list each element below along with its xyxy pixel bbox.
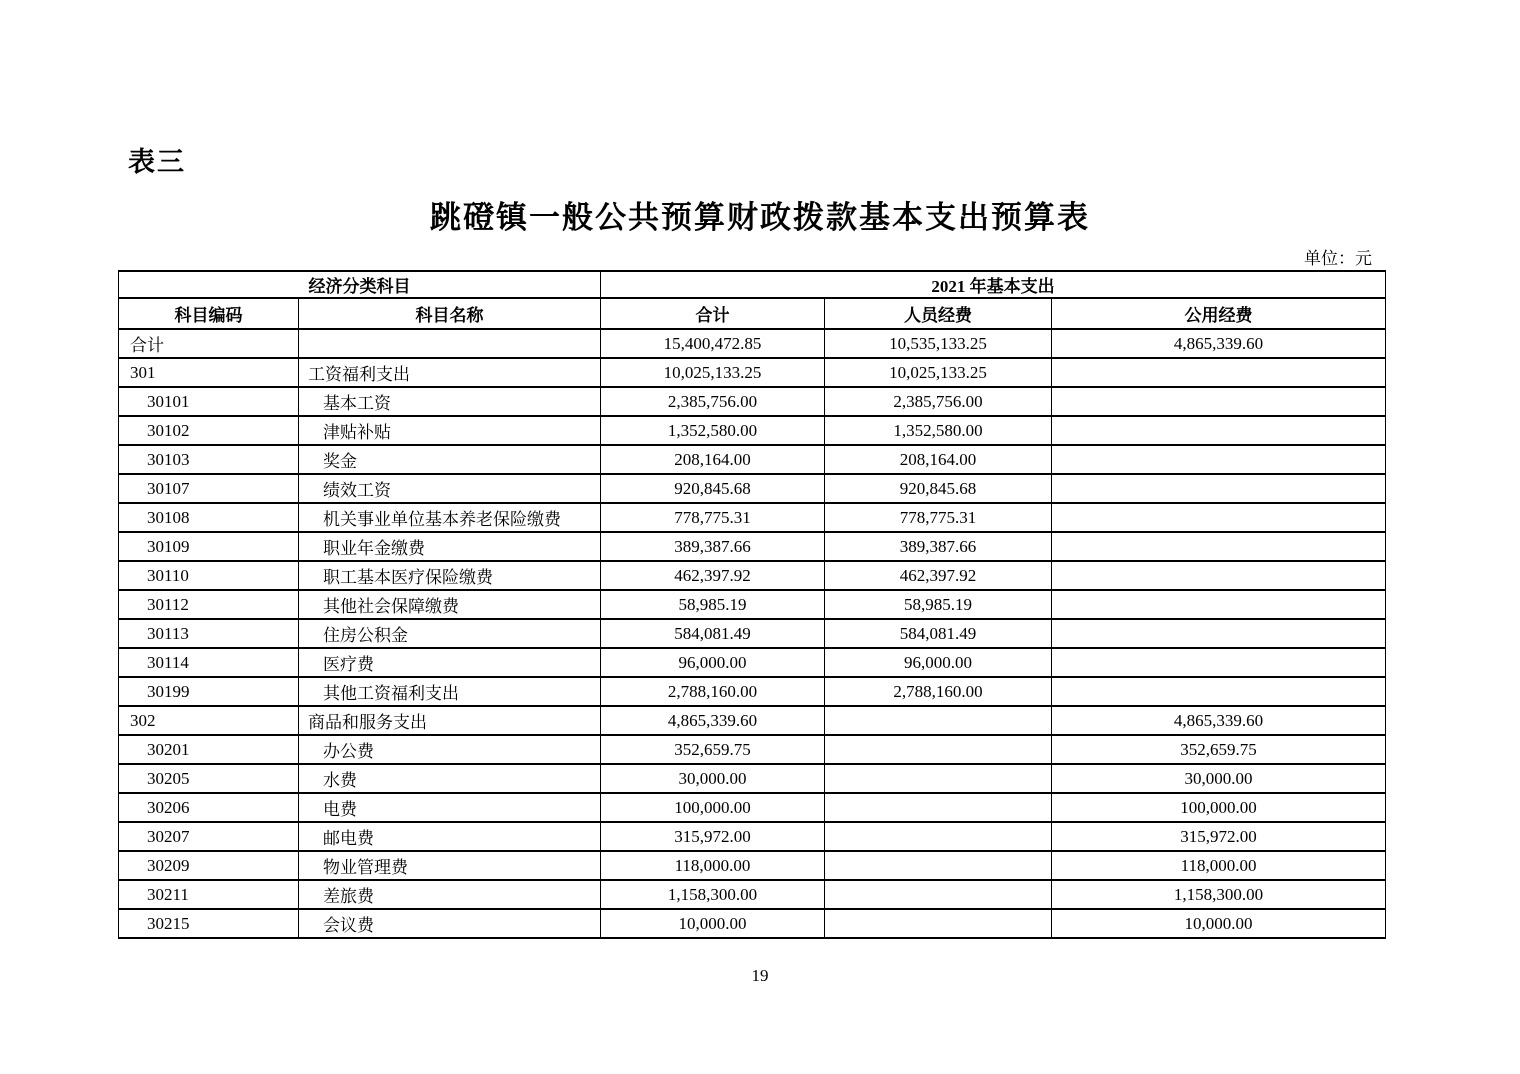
cell-subject-code: 30113: [119, 619, 299, 648]
cell-subject-code: 302: [119, 706, 299, 735]
col-header-public-funds: 公用经费: [1052, 298, 1386, 329]
table-row: [119, 329, 1386, 358]
cell-personnel-funds: 2,788,160.00: [825, 677, 1052, 706]
cell-personnel-funds: [825, 793, 1052, 822]
table-row: [119, 416, 1386, 445]
cell-personnel-funds: 389,387.66: [825, 532, 1052, 561]
cell-subject-code: 30209: [119, 851, 299, 880]
cell-subject-name: 其他工资福利支出: [299, 677, 601, 706]
table-header: [119, 271, 1386, 329]
col-header-total: 合计: [601, 298, 825, 329]
cell-public-funds: [1052, 358, 1386, 387]
cell-public-funds: [1052, 677, 1386, 706]
cell-total: 15,400,472.85: [601, 329, 825, 358]
cell-subject-name: 商品和服务支出: [299, 706, 601, 735]
cell-personnel-funds: [825, 735, 1052, 764]
header-group-row: [119, 271, 1386, 298]
cell-personnel-funds: 462,397.92: [825, 561, 1052, 590]
cell-total: 30,000.00: [601, 764, 825, 793]
table-row: [119, 880, 1386, 909]
cell-personnel-funds: [825, 909, 1052, 938]
table-row: [119, 677, 1386, 706]
cell-public-funds: 30,000.00: [1052, 764, 1386, 793]
cell-subject-name: 基本工资: [299, 387, 601, 416]
page-number: 19: [751, 966, 769, 985]
cell-subject-name: 其他社会保障缴费: [299, 590, 601, 619]
cell-public-funds: 352,659.75: [1052, 735, 1386, 764]
cell-subject-name: 医疗费: [299, 648, 601, 677]
cell-public-funds: [1052, 561, 1386, 590]
cell-personnel-funds: [825, 706, 1052, 735]
cell-subject-code: 30201: [119, 735, 299, 764]
table-row: [119, 706, 1386, 735]
cell-public-funds: [1052, 387, 1386, 416]
cell-personnel-funds: [825, 880, 1052, 909]
cell-subject-name: 会议费: [299, 909, 601, 938]
cell-subject-code: 30205: [119, 764, 299, 793]
cell-subject-name: 住房公积金: [299, 619, 601, 648]
cell-subject-code: 30103: [119, 445, 299, 474]
cell-personnel-funds: [825, 851, 1052, 880]
cell-subject-code: 30215: [119, 909, 299, 938]
cell-total: 2,788,160.00: [601, 677, 825, 706]
cell-subject-code: 30199: [119, 677, 299, 706]
cell-public-funds: 10,000.00: [1052, 909, 1386, 938]
cell-total: 778,775.31: [601, 503, 825, 532]
cell-subject-code: 30114: [119, 648, 299, 677]
col-header-personnel-funds: 人员经费: [825, 298, 1052, 329]
cell-subject-code: 30107: [119, 474, 299, 503]
cell-subject-name: 绩效工资: [299, 474, 601, 503]
cell-public-funds: [1052, 474, 1386, 503]
table-row: [119, 648, 1386, 677]
cell-total: 58,985.19: [601, 590, 825, 619]
cell-total: 584,081.49: [601, 619, 825, 648]
header-economic-classification: 经济分类科目: [119, 271, 601, 298]
cell-public-funds: [1052, 503, 1386, 532]
cell-personnel-funds: 58,985.19: [825, 590, 1052, 619]
cell-subject-name: 津贴补贴: [299, 416, 601, 445]
cell-subject-name: 邮电费: [299, 822, 601, 851]
cell-personnel-funds: 1,352,580.00: [825, 416, 1052, 445]
cell-public-funds: [1052, 619, 1386, 648]
cell-subject-code: 30108: [119, 503, 299, 532]
cell-public-funds: [1052, 648, 1386, 677]
table-row: [119, 590, 1386, 619]
table-row: [119, 764, 1386, 793]
cell-total: 10,000.00: [601, 909, 825, 938]
page-title: 跳磴镇一般公共预算财政拨款基本支出预算表: [430, 200, 1090, 235]
cell-personnel-funds: [825, 764, 1052, 793]
table-row: [119, 822, 1386, 851]
table-row: [119, 851, 1386, 880]
cell-subject-name: 电费: [299, 793, 601, 822]
cell-total: 352,659.75: [601, 735, 825, 764]
table-row: [119, 793, 1386, 822]
header-columns-row: [119, 298, 1386, 329]
cell-personnel-funds: 584,081.49: [825, 619, 1052, 648]
cell-subject-code: 合计: [119, 329, 299, 358]
cell-subject-code: 30109: [119, 532, 299, 561]
table-body: [119, 329, 1386, 938]
cell-total: 920,845.68: [601, 474, 825, 503]
cell-subject-name: [299, 329, 601, 358]
table-row: [119, 358, 1386, 387]
cell-total: 315,972.00: [601, 822, 825, 851]
cell-subject-code: 30206: [119, 793, 299, 822]
cell-public-funds: 1,158,300.00: [1052, 880, 1386, 909]
cell-total: 96,000.00: [601, 648, 825, 677]
cell-personnel-funds: 778,775.31: [825, 503, 1052, 532]
cell-total: 4,865,339.60: [601, 706, 825, 735]
cell-subject-code: 30110: [119, 561, 299, 590]
cell-subject-name: 办公费: [299, 735, 601, 764]
cell-personnel-funds: 10,025,133.25: [825, 358, 1052, 387]
cell-subject-name: 机关事业单位基本养老保险缴费: [299, 503, 601, 532]
cell-personnel-funds: 96,000.00: [825, 648, 1052, 677]
table-row: [119, 619, 1386, 648]
cell-subject-name: 职业年金缴费: [299, 532, 601, 561]
cell-subject-name: 职工基本医疗保险缴费: [299, 561, 601, 590]
cell-total: 118,000.00: [601, 851, 825, 880]
cell-public-funds: 315,972.00: [1052, 822, 1386, 851]
cell-total: 208,164.00: [601, 445, 825, 474]
cell-total: 2,385,756.00: [601, 387, 825, 416]
table-row: [119, 909, 1386, 938]
cell-total: 1,352,580.00: [601, 416, 825, 445]
cell-subject-name: 差旅费: [299, 880, 601, 909]
cell-public-funds: 118,000.00: [1052, 851, 1386, 880]
table-label: 表三: [128, 147, 186, 177]
cell-total: 100,000.00: [601, 793, 825, 822]
cell-personnel-funds: 10,535,133.25: [825, 329, 1052, 358]
cell-subject-code: 30101: [119, 387, 299, 416]
cell-subject-code: 30207: [119, 822, 299, 851]
cell-public-funds: [1052, 416, 1386, 445]
cell-subject-name: 水费: [299, 764, 601, 793]
cell-total: 389,387.66: [601, 532, 825, 561]
cell-personnel-funds: 2,385,756.00: [825, 387, 1052, 416]
cell-public-funds: [1052, 532, 1386, 561]
cell-personnel-funds: [825, 822, 1052, 851]
budget-table: [118, 270, 1386, 939]
cell-total: 10,025,133.25: [601, 358, 825, 387]
table-row: [119, 735, 1386, 764]
unit-note: 单位：元: [1304, 249, 1372, 268]
table-row: [119, 503, 1386, 532]
table-row: [119, 387, 1386, 416]
cell-subject-code: 30211: [119, 880, 299, 909]
cell-subject-code: 30102: [119, 416, 299, 445]
table-row: [119, 561, 1386, 590]
cell-subject-name: 奖金: [299, 445, 601, 474]
table-row: [119, 474, 1386, 503]
col-header-subject-code: 科目编码: [119, 298, 299, 329]
cell-subject-code: 301: [119, 358, 299, 387]
cell-total: 462,397.92: [601, 561, 825, 590]
cell-public-funds: [1052, 445, 1386, 474]
col-header-subject-name: 科目名称: [299, 298, 601, 329]
table-row: [119, 445, 1386, 474]
cell-public-funds: 4,865,339.60: [1052, 329, 1386, 358]
cell-subject-name: 物业管理费: [299, 851, 601, 880]
table-row: [119, 532, 1386, 561]
cell-public-funds: 4,865,339.60: [1052, 706, 1386, 735]
header-2021-basic-expenditure: 2021 年基本支出: [601, 271, 1386, 298]
cell-personnel-funds: 920,845.68: [825, 474, 1052, 503]
cell-public-funds: 100,000.00: [1052, 793, 1386, 822]
cell-subject-code: 30112: [119, 590, 299, 619]
cell-public-funds: [1052, 590, 1386, 619]
cell-subject-name: 工资福利支出: [299, 358, 601, 387]
cell-personnel-funds: 208,164.00: [825, 445, 1052, 474]
cell-total: 1,158,300.00: [601, 880, 825, 909]
